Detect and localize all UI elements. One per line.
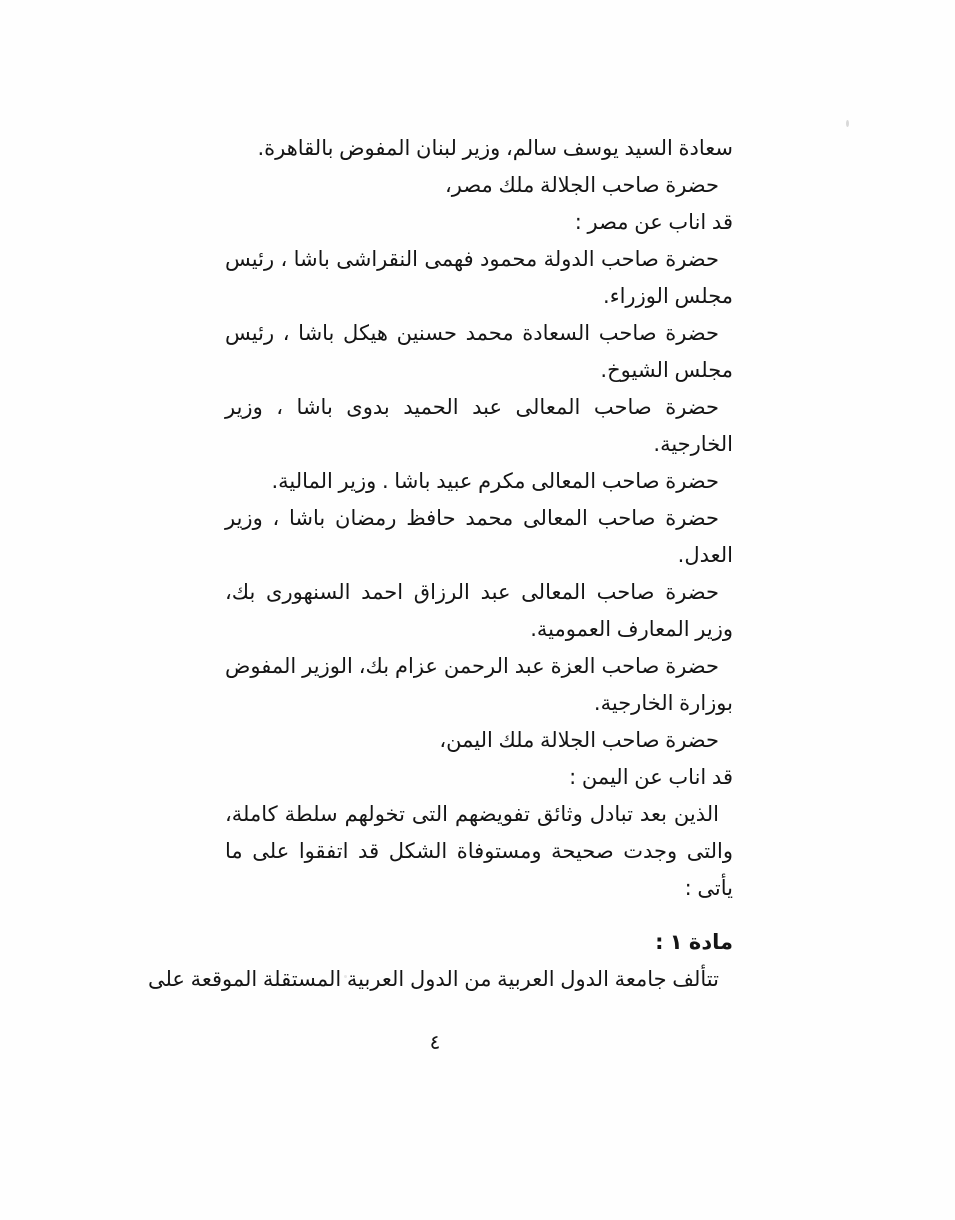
page-number: ٤ [429,1030,441,1054]
para-article-1-body: تتألف جامعة الدول العربية من الدول العربية المستقلة الموقعة على [147,967,719,991]
para-sanhoury-bey: حضرة صاحب المعالى عبد الرزاق احمد السنهورى بك، وزير المعارف العمومية. [225,580,733,641]
para-king-of-egypt: حضرة صاحب الجلالة ملك مصر، [444,173,719,197]
para-makram-ebeid-pasha: حضرة صاحب المعالى مكرم عبيد باشا . وزير المالية. [271,469,719,493]
scan-speck [344,975,347,978]
para-nokrashy-pasha: حضرة صاحب الدولة محمود فهمى النقراشى باشا ، رئيس مجلس الوزراء. [225,247,733,308]
para-yemen-deputation-intro: قد اناب عن اليمن : [569,765,733,789]
para-haykal-pasha: حضرة صاحب السعادة محمد حسنين هيكل باشا ، رئيس مجلس الشيوخ. [225,321,733,382]
para-azzam-bey: حضرة صاحب العزة عبد الرحمن عزام بك، الوزير المفوض بوزارة الخارجية. [225,654,733,715]
para-lebanon-minister: سعادة السيد يوسف سالم، وزير لبنان المفوض بالقاهرة. [257,136,733,160]
article-1-heading: مادة ١ : [655,930,733,954]
para-credentials-clause: الذين بعد تبادل وثائق تفويضهم التى تخولهم سلطة كاملة، والتى وجدت صحيحة ومستوفاة الشكل قد اتفقوا على ما يأتى : [225,802,733,900]
para-king-of-yemen: حضرة صاحب الجلالة ملك اليمن، [439,728,719,752]
scan-speck [846,120,849,127]
document-body [147,130,733,998]
para-badawi-pasha: حضرة صاحب المعالى عبد الحميد بدوى باشا ، وزير الخارجية. [225,395,733,456]
para-ramadan-pasha: حضرة صاحب المعالى محمد حافظ رمضان باشا ، وزير العدل. [225,506,733,567]
para-egypt-deputation-intro: قد اناب عن مصر : [574,210,733,234]
